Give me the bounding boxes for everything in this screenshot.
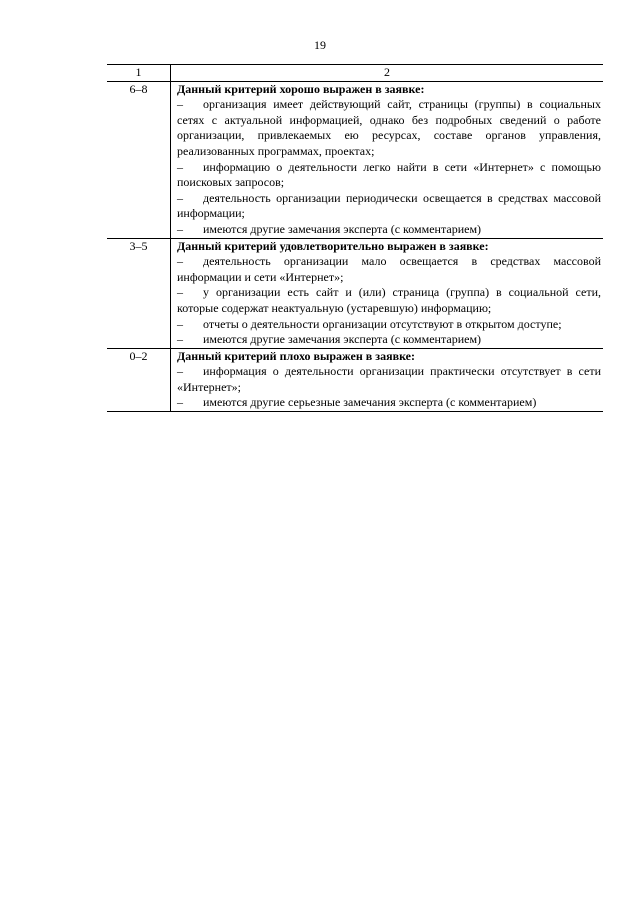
dash-marker: –: [177, 159, 183, 174]
table-row: [107, 81, 603, 238]
dash-marker: –: [177, 97, 183, 112]
table-row: [107, 348, 603, 411]
criterion-heading: Данный критерий хорошо выражен в заявке:: [177, 81, 425, 96]
list-item: [177, 222, 601, 238]
description-cell: [171, 348, 604, 411]
list-item: [177, 332, 601, 348]
list-item: [177, 160, 601, 191]
header-col-1: 1: [107, 65, 171, 82]
list-item-text: имеются другие серьезные замечания эксперта (с комментарием): [203, 395, 537, 410]
dash-marker: –: [177, 316, 183, 331]
score-cell: 3–5: [107, 238, 171, 348]
description-cell: [171, 238, 604, 348]
list-item: [177, 285, 601, 316]
list-item: [177, 97, 601, 159]
list-item-text: деятельность организации периодически освещается в средствах массовой информации;: [177, 190, 601, 221]
list-item: [177, 191, 601, 222]
list-item-text: имеются другие замечания эксперта (с комментарием): [203, 221, 482, 236]
dash-marker: –: [177, 332, 183, 347]
dash-marker: –: [177, 364, 183, 379]
table-row: [107, 238, 603, 348]
list-item-text: информация о деятельности организации практически отсутствует в сети «Интернет»;: [177, 364, 601, 394]
table-header-row: [107, 65, 603, 82]
dash-marker: –: [177, 285, 183, 300]
list-item: [177, 395, 601, 411]
header-col-2: 2: [171, 65, 604, 82]
criterion-heading: Данный критерий плохо выражен в заявке:: [177, 348, 416, 363]
description-cell: [171, 81, 604, 238]
list-item: [177, 254, 601, 285]
dash-marker: –: [177, 190, 183, 205]
list-item: [177, 317, 601, 333]
criteria-table: [107, 64, 603, 412]
dash-marker: –: [177, 221, 183, 236]
dash-marker: –: [177, 395, 183, 410]
list-item-text: деятельность организации мало освещается в средствах массовой информации и сети «Интернет»;: [177, 254, 601, 284]
list-item-text: у организации есть сайт и (или) страница (группа) в социальной сети, которые содержат неактуальную (устаревшую) информацию;: [177, 285, 601, 315]
list-item-text: информацию о деятельности легко найти в сети «Интернет» с помощью поисковых запросов;: [177, 159, 601, 190]
list-item: [177, 364, 601, 395]
page-number: 19: [314, 38, 326, 52]
score-cell: 6–8: [107, 81, 171, 238]
list-item-text: отчеты о деятельности организации отсутствуют в открытом доступе;: [203, 316, 562, 331]
score-cell: 0–2: [107, 348, 171, 411]
dash-marker: –: [177, 254, 183, 269]
list-item-text: имеются другие замечания эксперта (с комментарием): [203, 332, 482, 347]
list-item-text: организация имеет действующий сайт, страницы (группы) в социальных сетях с актуальной информацией, однако без подробных сведений о работе организации, привлекаемых ею ресурсах, составе органов управления, реализованных программах, проектах;: [177, 97, 601, 158]
criterion-heading: Данный критерий удовлетворительно выражен в заявке:: [177, 238, 489, 253]
